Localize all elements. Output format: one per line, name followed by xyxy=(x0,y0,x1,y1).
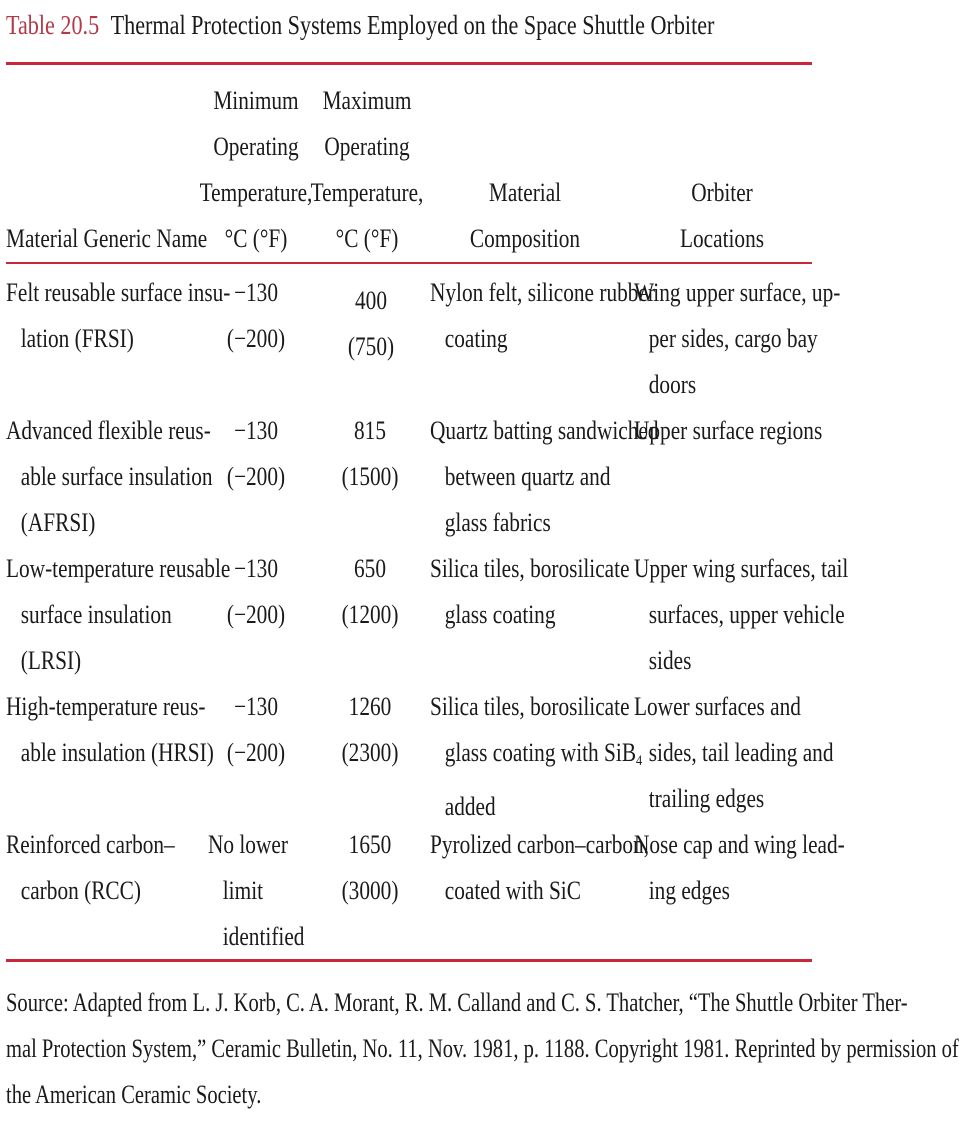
row-composition: Silica tiles, borosilicate glass coating with SiB$_4$ added xyxy=(430,692,643,821)
row-composition: Pyrolized carbon–carbon, coated with SiC xyxy=(430,830,650,905)
source-note: Source: Adapted from L. J. Korb, C. A. Morant, R. M. Calland and C. S. Thatcher, “The Shuttle Orbiter Ther- mal Protection System,” Ceramic Bulletin, No. 11, Nov. 1981, p. 1188. Copyright 1981. Reprinted by permission of the American Ceramic Society. xyxy=(6,988,959,1109)
row-name-line: Advanced flexible reus- xyxy=(6,416,211,445)
bottom-rule xyxy=(6,959,812,962)
row-composition: Nylon felt, silicone rubber coating xyxy=(430,278,655,353)
row-name-line: able surface insulation xyxy=(20,462,213,491)
row-name-line: lation (FRSI) xyxy=(20,324,134,353)
row-name-line: able insulation (HRSI) xyxy=(20,738,214,767)
row-locations: Wing upper surface, up- per sides, cargo bay doors xyxy=(634,278,841,399)
table-row xyxy=(6,822,212,914)
row-composition: Quartz batting sandwiched between quartz and glass fabrics xyxy=(430,416,659,537)
top-rule xyxy=(6,62,812,65)
subscript: 4 xyxy=(636,753,643,769)
table-row xyxy=(6,408,258,546)
table-row xyxy=(6,684,259,776)
row-name-line: surface insulation xyxy=(20,600,172,629)
table-caption xyxy=(6,8,714,42)
header-rule xyxy=(6,262,812,264)
row-locations: Upper wing surfaces, tail surfaces, upper vehicle sides xyxy=(634,554,849,675)
row-name-line: High-temperature reus- xyxy=(6,692,206,721)
header-material-name: Material Generic Name xyxy=(6,224,208,253)
row-locations: Lower surfaces and sides, tail leading and trailing edges xyxy=(634,692,834,813)
row-name-line: Reinforced carbon– xyxy=(6,830,175,859)
row-name-line: Felt reusable surface insu- xyxy=(6,278,231,307)
row-name-line: carbon (RCC) xyxy=(20,876,141,905)
row-locations: Nose cap and wing lead- ing edges xyxy=(634,830,845,905)
row-composition: Silica tiles, borosilicate glass coating xyxy=(430,554,630,629)
row-name-line: (AFRSI) xyxy=(20,508,96,537)
table-title: Thermal Protection Systems Employed on the Space Shuttle Orbiter xyxy=(110,10,715,40)
row-locations: Upper surface regions xyxy=(634,416,823,445)
row-name-line: Low-temperature reusable xyxy=(6,554,231,583)
table-number: Table 20.5 xyxy=(6,10,100,40)
row-name-line: (LRSI) xyxy=(20,646,82,675)
row-min-temp: No lower limit identified xyxy=(208,830,305,951)
table-page: Table 20.5 Thermal Protection Systems Employed on the Space Shuttle Orbiter Material Generic Name Minimum Operating Temperature, °C (°F) Maximum Operating Temperature, °C (°F) Material Composition Orbiter Locations Felt reusable surface insu- lation (FRSI) −130 (−200) 400 (750) Nylon felt, silicone rubber coating Wing upper surface, up- per sides, cargo bay doors Advanced flexible reus- able surface insulation (AFRSI) −130 (−200) 815 (1500) Quartz batting sandwiched between quartz and glass fabrics Upper surface regions Low-temperature reusable surface insulation (LRSI) −130 (−200) 650 (1200) Silica tiles, borosilicate glass coating Upper wing surfaces, tail surfaces, upper vehicle sides High-temperature reus- able insulation (HRSI) −130 (−200) 1260 (2300) Silica tiles, borosilicate glass coating with SiB$_4$ added Lower surfaces and sides, tail leading and trailing edges Reinforced carbon– carbon (RCC) No lower limit identified 1650 (3000) Pyrolized carbon–carbon, coated with SiC Nose cap and wing lead- ing edges Source: Adapted from L. J. Korb, C. A. Morant, R. M. Calland and C. S. Thatcher, “The Shuttle Orbiter Ther- mal Protection System,” Ceramic Bulletin, No. 11, Nov. 1981, p. 1188. Copyright 1981. Reprinted by permission of the American Ceramic Society. xyxy=(0,0,816,1123)
